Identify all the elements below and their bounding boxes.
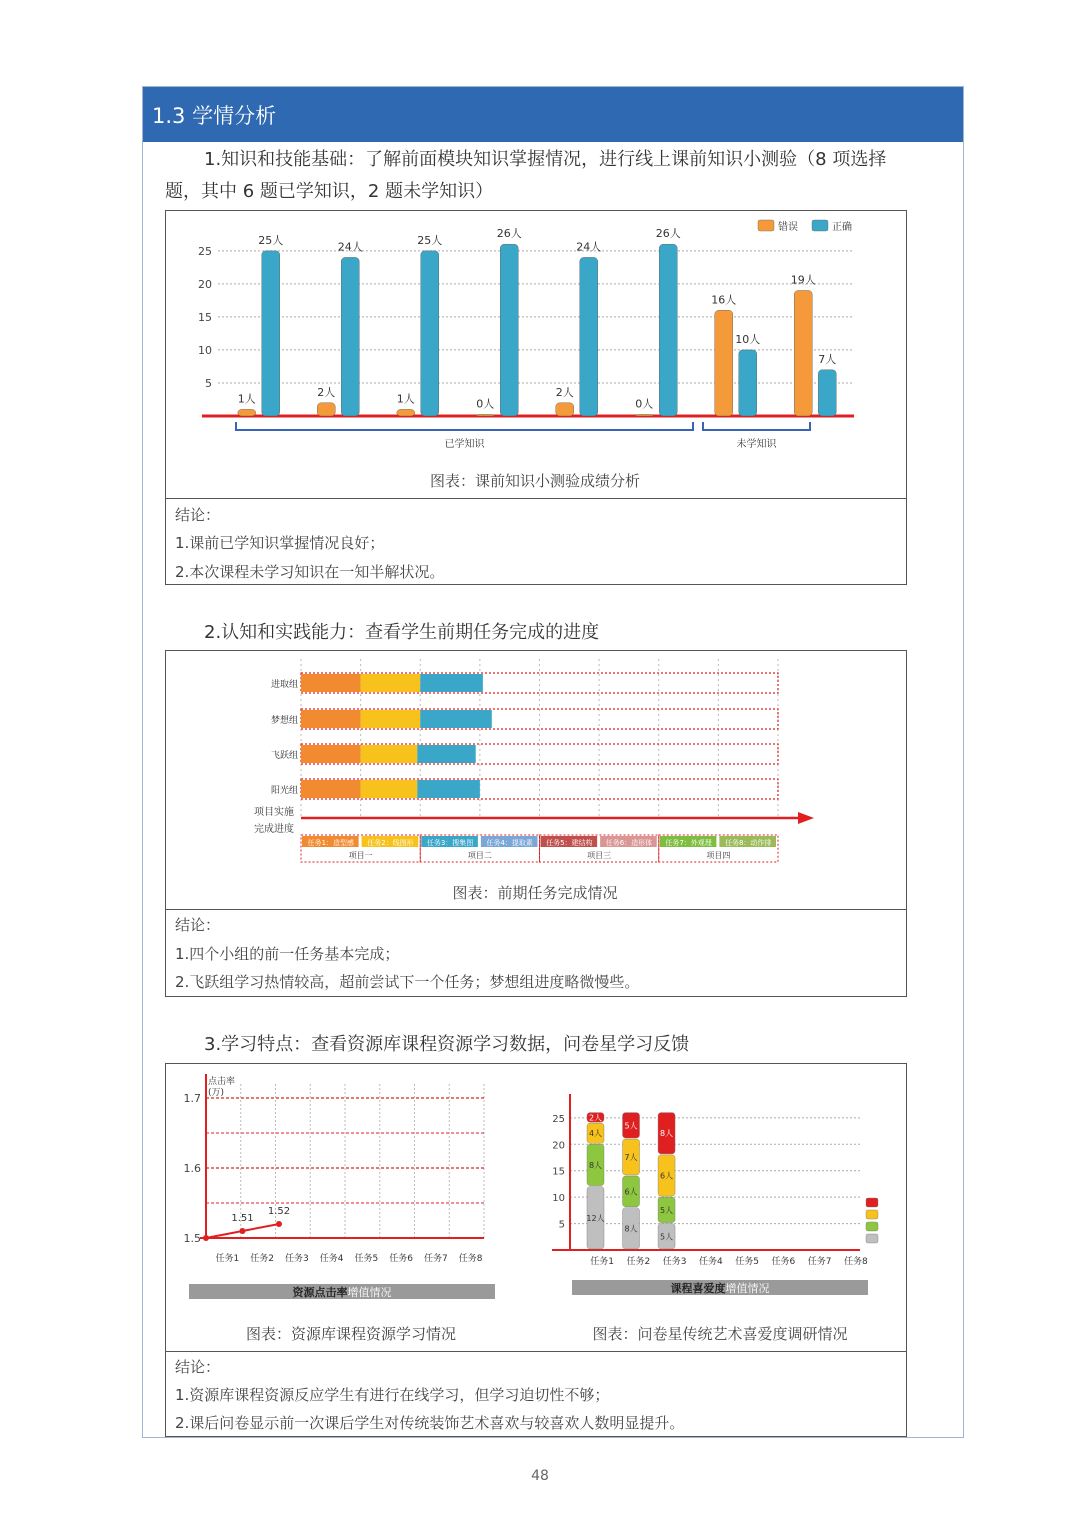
divider — [165, 1351, 906, 1352]
segment-label: 8人 — [624, 1224, 638, 1234]
data-label: 1.51 — [231, 1213, 254, 1224]
bar-correct — [421, 251, 439, 416]
conclusion-title: 结论： — [175, 1358, 221, 1376]
progress-chart — [166, 651, 904, 873]
x-tick-label: 任务4 — [319, 1254, 344, 1264]
progress-segment — [361, 710, 421, 728]
x-tick-label: 任务7 — [807, 1257, 832, 1267]
segment-label: 5人 — [624, 1121, 638, 1131]
bar-correct — [262, 251, 280, 416]
task-label: 任务1：造型感 — [307, 839, 355, 847]
data-label: 24人 — [576, 240, 602, 254]
y-axis-label: (万) — [208, 1088, 225, 1098]
s1-intro-line2: 题，其中 6 题已学知识，2 题未学知识） — [165, 181, 494, 202]
y-tick-label: 25 — [552, 1113, 565, 1125]
group-bracket — [703, 422, 810, 430]
y-tick-label: 1.5 — [183, 1232, 201, 1245]
group-label: 未学知识 — [736, 439, 777, 450]
segment-label: 6人 — [660, 1171, 674, 1181]
project-label: 项目三 — [587, 851, 612, 860]
s3-intro: 3.学习特点：查看资源库课程资源学习数据，问卷星学习反馈 — [204, 1034, 690, 1055]
legend-label: 错误 — [778, 222, 798, 233]
x-tick-label: 任务8 — [844, 1257, 868, 1267]
x-tick-label: 任务8 — [458, 1254, 483, 1264]
chart-caption: 图表：课前知识小测验成绩分析 — [429, 472, 640, 490]
x-tick-label: 任务5 — [354, 1254, 379, 1264]
task-label: 任务7：外观理 — [665, 839, 712, 847]
data-label: 7人 — [818, 352, 837, 366]
progress-segment — [420, 674, 483, 692]
group-label: 阳光组 — [270, 786, 298, 796]
group-label: 梦想组 — [270, 716, 298, 726]
group-bracket — [236, 422, 693, 430]
task-label: 任务4：提取素 — [486, 839, 533, 847]
bar-correct — [739, 350, 757, 416]
data-point — [276, 1221, 282, 1227]
chart-title-part: 资源点击率 — [292, 1286, 348, 1299]
legend-swatch — [866, 1210, 878, 1219]
data-label: 24人 — [337, 240, 363, 254]
data-label: 19人 — [790, 273, 816, 287]
bar-wrong — [635, 414, 653, 416]
segment-label: 5人 — [660, 1232, 674, 1242]
task-label: 任务5：建结构 — [546, 839, 593, 847]
x-tick-label: 任务2 — [250, 1254, 274, 1264]
project-label: 项目一 — [348, 851, 373, 860]
data-label: 16人 — [711, 293, 737, 307]
progress-segment — [420, 710, 492, 728]
data-label: 26人 — [655, 227, 681, 241]
x-tick-label: 任务1 — [590, 1257, 614, 1267]
chart-title — [671, 1281, 770, 1295]
y-tick-label: 20 — [198, 277, 212, 291]
data-label: 1人 — [237, 392, 256, 406]
y-tick-label: 25 — [198, 244, 212, 258]
progress-segment — [301, 674, 361, 692]
x-tick-label: 任务4 — [699, 1257, 723, 1267]
y-tick-label: 5 — [558, 1219, 565, 1231]
page-number: 48 — [531, 1468, 549, 1484]
conclusion-1: 1.四个小组的前一任务基本完成； — [175, 945, 400, 963]
task-label: 任务2：线图形 — [367, 839, 414, 847]
bar-correct — [341, 257, 359, 416]
conclusion-2: 2.课后问卷显示前一次课后学生对传统装饰艺术喜欢与较喜欢人数明显提升。 — [175, 1414, 685, 1432]
group-label: 已学知识 — [444, 439, 485, 450]
x-tick-label: 任务2 — [626, 1257, 651, 1267]
y-tick-label: 15 — [198, 310, 212, 324]
progress-segment — [361, 780, 418, 798]
data-label: 10人 — [735, 332, 761, 346]
data-label: 25人 — [417, 233, 443, 247]
progress-segment — [301, 780, 361, 798]
data-point — [203, 1235, 209, 1241]
chart-title-part: 课程喜爱度 — [670, 1282, 726, 1295]
data-label: 0人 — [476, 397, 495, 411]
y-tick-label: 10 — [552, 1193, 565, 1205]
s2-intro: 2.认知和实践能力：查看学生前期任务完成的进度 — [204, 622, 600, 643]
project-label: 项目四 — [706, 851, 731, 860]
legend-swatch — [866, 1222, 878, 1231]
segment-label: 7人 — [624, 1153, 638, 1162]
x-tick-label: 任务6 — [389, 1254, 413, 1264]
divider — [165, 498, 906, 499]
bar-wrong — [794, 290, 812, 416]
segment-label: 5人 — [660, 1205, 674, 1215]
segment-label: 8人 — [660, 1129, 674, 1139]
segment-label: 12人 — [586, 1213, 605, 1223]
data-label: 1人 — [396, 392, 415, 406]
y-tick-label: 15 — [552, 1166, 565, 1178]
s1-intro-line1: 1.知识和技能基础：了解前面模块知识掌握情况，进行线上课前知识小测验（8 项选择 — [204, 149, 887, 170]
progress-segment — [361, 674, 421, 692]
chart-caption-right: 图表：问卷星传统艺术喜爱度调研情况 — [592, 1325, 848, 1343]
legend-swatch — [866, 1234, 878, 1243]
axis-label: 项目实施 — [254, 807, 294, 818]
segment-label: 4人 — [588, 1129, 603, 1139]
bar-correct — [818, 370, 836, 416]
x-tick-label: 任务6 — [771, 1257, 796, 1267]
progress-segment — [361, 745, 418, 763]
legend-swatch — [758, 220, 774, 231]
segment-label: 2人 — [588, 1113, 603, 1123]
legend-label: 正确 — [832, 222, 852, 233]
segment-label: 8人 — [588, 1160, 603, 1170]
data-label: 1.52 — [267, 1206, 291, 1217]
conclusion-2: 2.飞跃组学习热情较高，超前尝试下一个任务；梦想组进度略微慢些。 — [175, 973, 640, 991]
progress-segment — [417, 745, 475, 763]
bar-wrong — [317, 403, 335, 416]
data-label: 0人 — [635, 397, 654, 411]
preference-stacked-chart — [530, 1064, 900, 1309]
y-tick-label: 1.7 — [183, 1092, 201, 1105]
bar-wrong — [397, 409, 415, 416]
section-title: 1.3 学情分析 — [152, 104, 277, 128]
bar-correct — [659, 244, 677, 416]
y-tick-label: 20 — [552, 1140, 565, 1152]
data-point — [239, 1228, 245, 1234]
progress-segment — [301, 745, 361, 763]
bar-wrong — [238, 409, 256, 416]
chart-caption-left: 图表：资源库课程资源学习情况 — [245, 1325, 456, 1343]
x-tick-label: 任务3 — [285, 1254, 309, 1264]
conclusion-title: 结论： — [175, 506, 221, 524]
bar-correct — [580, 257, 598, 416]
data-label: 25人 — [258, 233, 284, 247]
x-tick-label: 任务1 — [215, 1254, 240, 1264]
progress-segment — [417, 780, 480, 798]
y-tick-label: 1.6 — [183, 1162, 201, 1175]
bar-wrong — [476, 414, 494, 416]
chart-title — [293, 1285, 392, 1299]
conclusion-title: 结论： — [175, 916, 221, 934]
x-tick-label: 任务7 — [424, 1254, 448, 1264]
x-tick-label: 任务5 — [735, 1257, 759, 1267]
x-tick-label: 任务3 — [662, 1257, 687, 1267]
task-label: 任务8：动作排 — [724, 839, 772, 847]
legend-swatch — [866, 1198, 878, 1207]
progress-segment — [301, 710, 361, 728]
data-label: 2人 — [317, 385, 336, 399]
chart-title-part: 增值情况 — [725, 1282, 770, 1295]
project-label: 项目二 — [467, 851, 492, 860]
y-tick-label: 5 — [205, 376, 212, 390]
task-label: 任务6：造形体 — [605, 839, 653, 847]
data-label: 26人 — [496, 227, 522, 241]
axis-label: 完成进度 — [254, 824, 294, 835]
bar-wrong — [556, 403, 574, 416]
chart-caption: 图表：前期任务完成情况 — [452, 884, 618, 902]
y-axis-label: 点击率 — [208, 1077, 236, 1087]
divider — [165, 909, 906, 910]
bar-wrong — [715, 310, 733, 416]
conclusion-1: 1.资源库课程资源反应学生有进行在线学习，但学习迫切性不够； — [175, 1386, 610, 1404]
y-tick-label: 10 — [198, 343, 212, 357]
conclusion-1: 1.课前已学知识掌握情况良好； — [175, 534, 385, 552]
task-label: 任务3：搜集图 — [426, 839, 474, 847]
chart-title-part: 增值情况 — [347, 1286, 392, 1299]
group-label: 飞跃组 — [270, 751, 298, 761]
conclusion-2: 2.本次课程未学习知识在一知半解状况。 — [175, 563, 445, 581]
group-label: 进取组 — [270, 680, 298, 690]
segment-label: 6人 — [624, 1187, 638, 1197]
click-rate-line-chart — [166, 1064, 506, 1309]
legend-swatch — [812, 220, 828, 231]
quiz-bar-chart — [166, 211, 904, 463]
bar-correct — [500, 244, 518, 416]
data-label: 2人 — [555, 385, 574, 399]
axis-arrow — [798, 812, 814, 824]
